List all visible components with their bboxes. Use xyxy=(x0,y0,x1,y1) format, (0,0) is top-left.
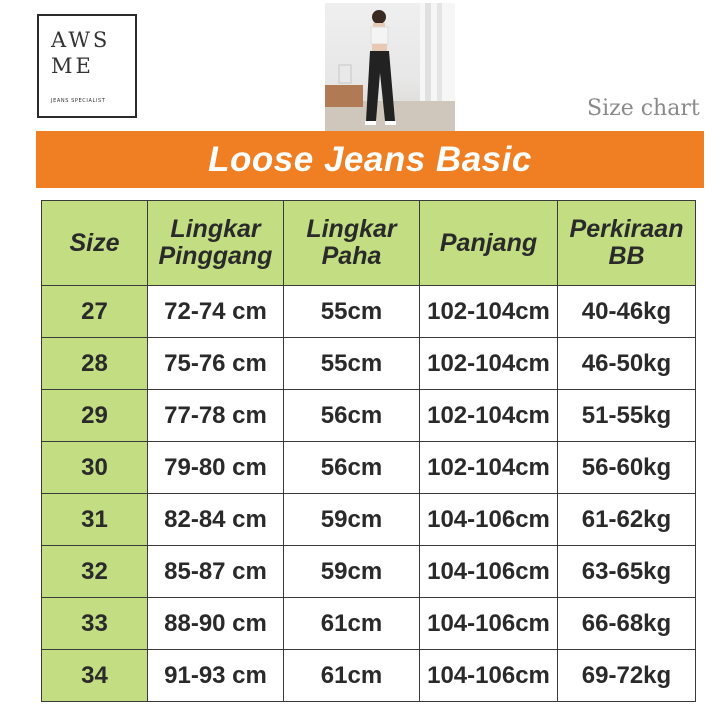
cell-weight: 40-46kg xyxy=(558,286,696,338)
size-chart-subtitle: Size chart xyxy=(587,96,700,121)
model-photo-illustration xyxy=(325,3,455,132)
cell-waist: 72-74 cm xyxy=(148,286,284,338)
cell-size: 32 xyxy=(42,546,148,598)
cell-waist: 91-93 cm xyxy=(148,650,284,702)
cell-waist: 88-90 cm xyxy=(148,598,284,650)
cell-waist: 85-87 cm xyxy=(148,546,284,598)
cell-size: 29 xyxy=(42,390,148,442)
cell-size: 28 xyxy=(42,338,148,390)
header-weight xyxy=(558,201,696,286)
cell-thigh: 56cm xyxy=(284,390,420,442)
table-row xyxy=(42,390,696,442)
cell-thigh: 55cm xyxy=(284,286,420,338)
cell-length: 104-106cm xyxy=(420,650,558,702)
header-waist-line1: Lingkar xyxy=(170,215,261,243)
cell-length: 102-104cm xyxy=(420,442,558,494)
cell-weight: 69-72kg xyxy=(558,650,696,702)
cell-length: 104-106cm xyxy=(420,494,558,546)
cell-waist: 82-84 cm xyxy=(148,494,284,546)
cell-weight: 51-55kg xyxy=(558,390,696,442)
cell-thigh: 59cm xyxy=(284,494,420,546)
header-thigh-line2: Paha xyxy=(321,242,382,270)
cell-thigh: 61cm xyxy=(284,650,420,702)
cell-size: 31 xyxy=(42,494,148,546)
cell-thigh: 59cm xyxy=(284,546,420,598)
header-thigh xyxy=(284,201,420,286)
header-size xyxy=(42,201,148,286)
brand-logo-line1: AWS xyxy=(51,28,111,52)
cell-weight: 46-50kg xyxy=(558,338,696,390)
header-waist-line2: Pinggang xyxy=(158,242,273,270)
header-length xyxy=(420,201,558,286)
cell-waist: 79-80 cm xyxy=(148,442,284,494)
table-row xyxy=(42,494,696,546)
cell-thigh: 61cm xyxy=(284,598,420,650)
cell-size: 33 xyxy=(42,598,148,650)
cell-length: 102-104cm xyxy=(420,286,558,338)
brand-logo xyxy=(37,14,137,118)
cell-length: 102-104cm xyxy=(420,390,558,442)
table-row xyxy=(42,650,696,702)
header-thigh-line1: Lingkar xyxy=(306,215,397,243)
cell-weight: 61-62kg xyxy=(558,494,696,546)
cell-length: 104-106cm xyxy=(420,598,558,650)
cell-size: 27 xyxy=(42,286,148,338)
model-photo-icon xyxy=(325,3,455,132)
table-header-row xyxy=(42,201,696,286)
table-row xyxy=(42,338,696,390)
cell-waist: 75-76 cm xyxy=(148,338,284,390)
size-table xyxy=(41,200,696,702)
header-weight-line1: Perkiraan xyxy=(569,215,684,243)
cell-thigh: 56cm xyxy=(284,442,420,494)
cell-weight: 63-65kg xyxy=(558,546,696,598)
table-row xyxy=(42,286,696,338)
table-row xyxy=(42,598,696,650)
cell-length: 102-104cm xyxy=(420,338,558,390)
banner-title: Loose Jeans Basic xyxy=(208,139,532,179)
cell-weight: 66-68kg xyxy=(558,598,696,650)
header-waist xyxy=(148,201,284,286)
header-size-label: Size xyxy=(69,228,120,257)
cell-length: 104-106cm xyxy=(420,546,558,598)
brand-logo-line2: ME xyxy=(51,54,94,78)
cell-size: 30 xyxy=(42,442,148,494)
cell-weight: 56-60kg xyxy=(558,442,696,494)
header-weight-line2: BB xyxy=(608,242,645,270)
cell-thigh: 55cm xyxy=(284,338,420,390)
brand-tagline: JEANS SPECIALIST xyxy=(51,98,106,104)
table-row xyxy=(42,546,696,598)
table-row xyxy=(42,442,696,494)
cell-size: 34 xyxy=(42,650,148,702)
header-length-label: Panjang xyxy=(439,228,538,257)
cell-waist: 77-78 cm xyxy=(148,390,284,442)
title-banner xyxy=(36,131,704,188)
